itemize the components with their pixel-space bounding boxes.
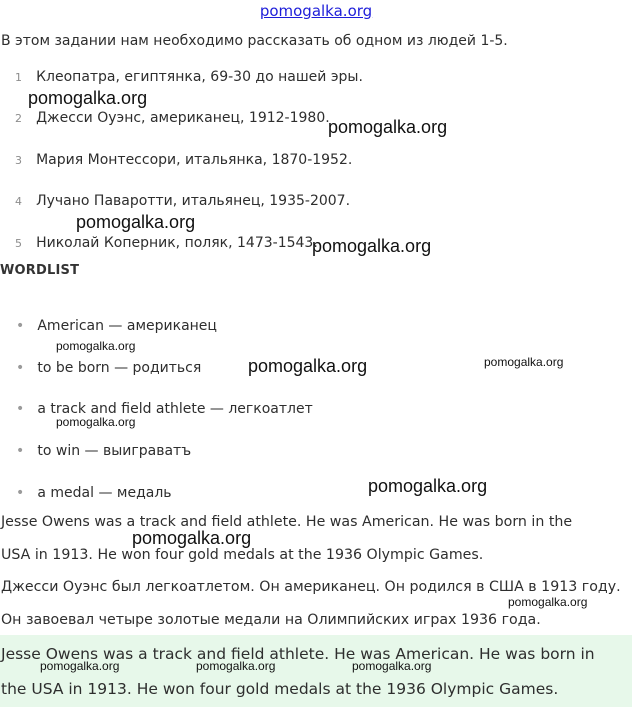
russian-text-line: Он завоевал четыре золотые медали на Олимпийских играх 1936 года. bbox=[1, 612, 541, 628]
list-item bbox=[16, 357, 201, 376]
watermark: pomogalka.org bbox=[56, 339, 136, 353]
site-header-link[interactable]: pomogalka.org bbox=[259, 2, 373, 20]
watermark: pomogalka.org bbox=[196, 659, 276, 673]
list-item bbox=[15, 66, 363, 85]
english-text-line: USA in 1913. He won four gold medals at the 1936 Olympic Games. bbox=[1, 547, 484, 563]
item-number: 5 bbox=[15, 237, 22, 250]
watermark: pomogalka.org bbox=[368, 476, 488, 496]
bullet-icon: • bbox=[16, 318, 25, 334]
item-number: 3 bbox=[15, 154, 22, 167]
item-text: Николай Коперник, поляк, 1473-1543. bbox=[36, 235, 318, 251]
item-text: Джесси Оуэнс, американец, 1912-1980. bbox=[36, 110, 330, 126]
list-item bbox=[15, 107, 330, 126]
list-item bbox=[15, 232, 318, 251]
watermark: pomogalka.org bbox=[508, 595, 588, 609]
watermark: pomogalka.org bbox=[484, 355, 564, 369]
item-number: 2 bbox=[15, 112, 22, 125]
task-intro: В этом задании нам необходимо рассказать об одном из людей 1-5. bbox=[1, 33, 508, 49]
watermark: pomogalka.org bbox=[76, 212, 196, 232]
list-item bbox=[16, 482, 172, 501]
list-item bbox=[16, 440, 191, 459]
watermark: pomogalka.org bbox=[56, 415, 136, 429]
list-item bbox=[15, 190, 350, 209]
russian-text-line: Джесси Оуэнс был легкоатлетом. Он американец. Он родился в США в 1913 году. bbox=[1, 579, 621, 595]
word-entry: a track and field athlete — легкоатлет bbox=[37, 401, 313, 417]
watermark: pomogalka.org bbox=[28, 88, 148, 108]
item-number: 1 bbox=[15, 71, 22, 84]
watermark: pomogalka.org bbox=[132, 528, 252, 548]
word-entry: a medal — медаль bbox=[37, 485, 172, 501]
watermark: pomogalka.org bbox=[352, 659, 432, 673]
bullet-icon: • bbox=[16, 401, 25, 417]
bullet-icon: • bbox=[16, 443, 25, 459]
list-item bbox=[15, 149, 352, 168]
word-entry: to be born — родиться bbox=[37, 360, 202, 376]
english-text-line: Jesse Owens was a track and field athlete. He was American. He was born in the bbox=[1, 514, 573, 530]
item-number: 4 bbox=[15, 195, 22, 208]
item-text: Мария Монтессори, итальянка, 1870-1952. bbox=[36, 152, 353, 168]
watermark: pomogalka.org bbox=[328, 117, 448, 137]
answer-text-line: Jesse Owens was a track and field athlete. He was American. He was born in bbox=[1, 645, 595, 663]
watermark: pomogalka.org bbox=[312, 236, 432, 256]
watermark: pomogalka.org bbox=[40, 659, 120, 673]
bullet-icon: • bbox=[16, 360, 25, 376]
list-item bbox=[16, 315, 217, 334]
item-text: Лучано Паваротти, итальянец, 1935-2007. bbox=[36, 193, 351, 209]
watermark: pomogalka.org bbox=[248, 356, 368, 376]
word-entry: to win — выиграватъ bbox=[37, 443, 192, 459]
wordlist-heading: WORDLIST bbox=[0, 263, 80, 278]
word-entry: American — американец bbox=[37, 318, 217, 334]
item-text: Клеопатра, египтянка, 69-30 до нашей эры. bbox=[36, 69, 363, 85]
bullet-icon: • bbox=[16, 485, 25, 501]
answer-text-line: the USA in 1913. He won four gold medals at the 1936 Olympic Games. bbox=[1, 680, 559, 698]
